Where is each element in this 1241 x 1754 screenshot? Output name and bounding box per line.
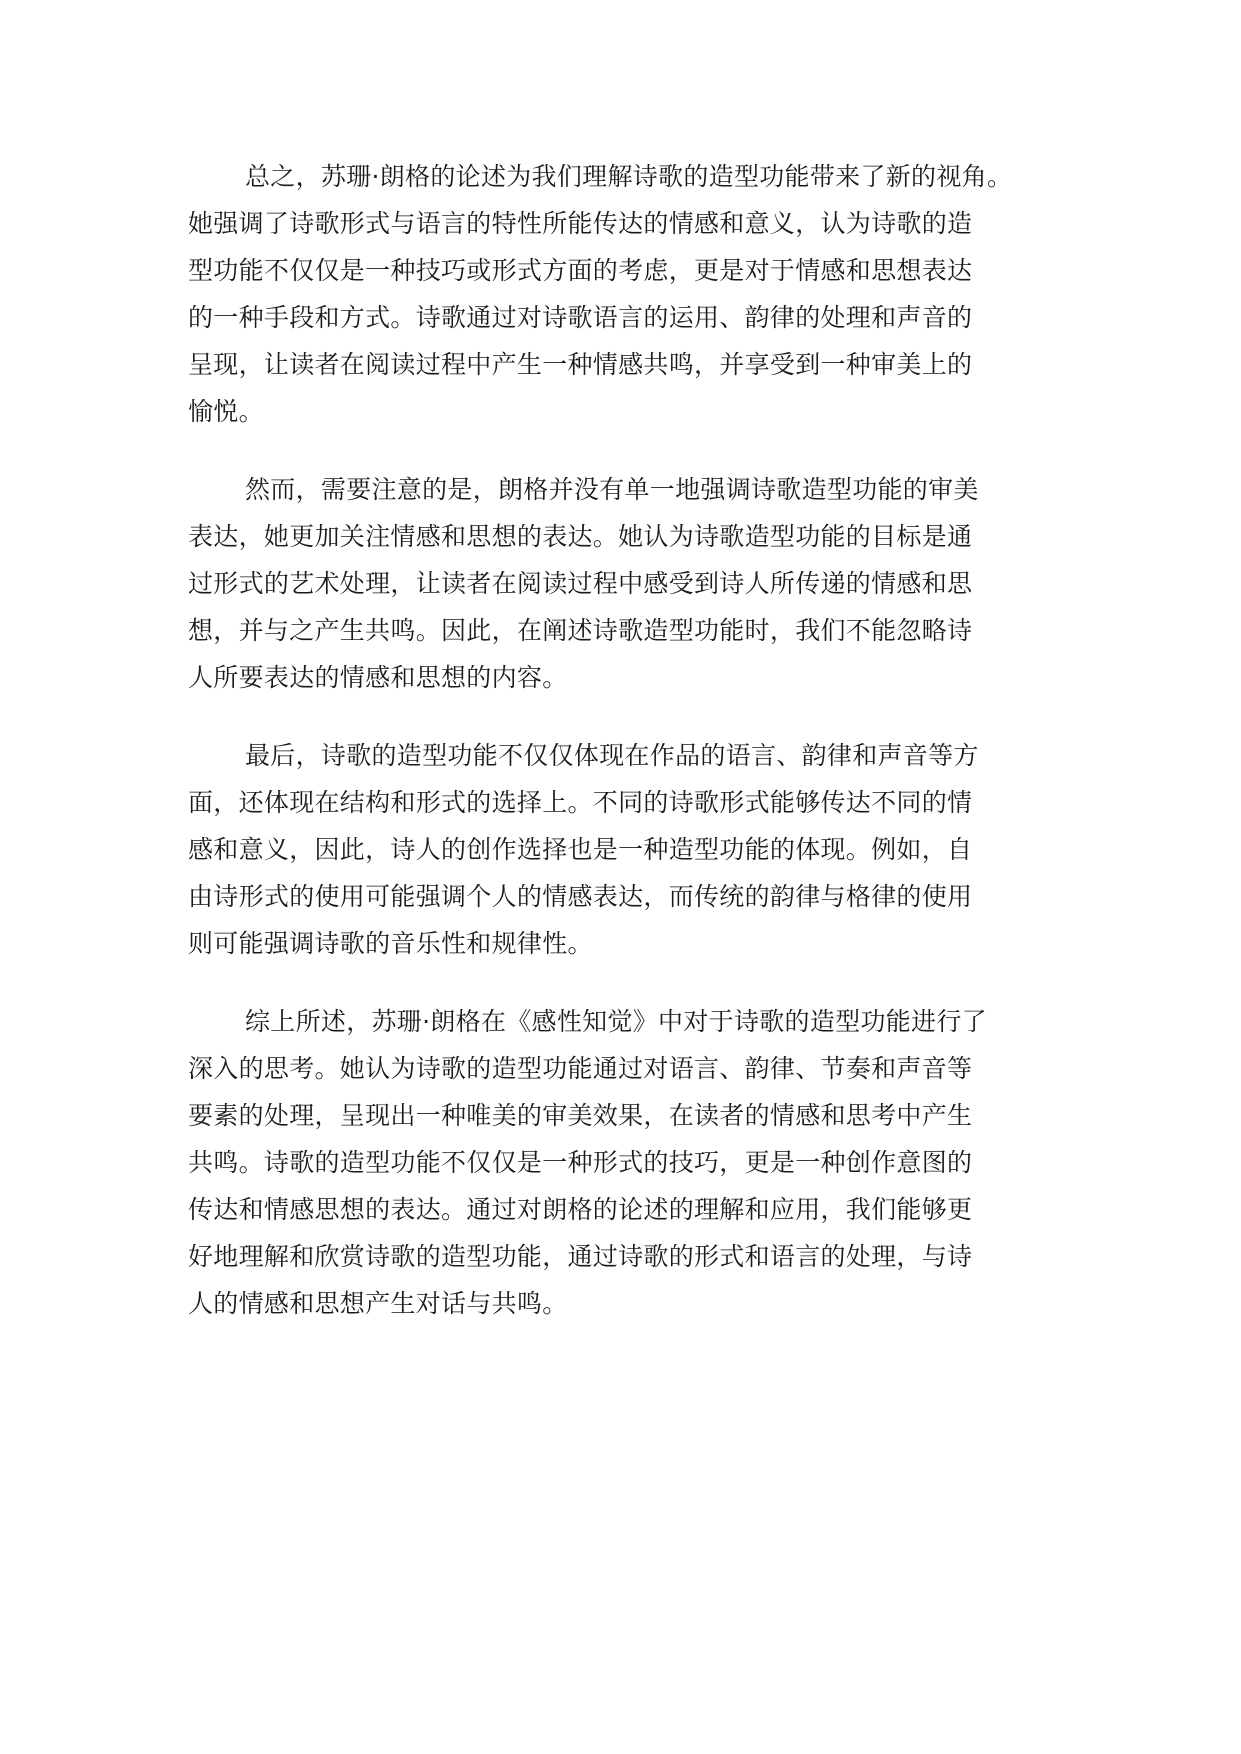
paragraph-3	[188, 732, 1048, 967]
text-line: 好地理解和欣赏诗歌的造型功能，通过诗歌的形式和语言的处理，与诗	[188, 1242, 973, 1271]
text-line: 深入的思考。她认为诗歌的造型功能通过对语言、韵律、节奏和声音等	[188, 1054, 973, 1083]
paragraph-2	[188, 466, 1048, 701]
text-line: 型功能不仅仅是一种技巧或形式方面的考虑，更是对于情感和思想表达	[188, 256, 973, 285]
text-line: 感和意义，因此，诗人的创作选择也是一种造型功能的体现。例如，自	[188, 835, 973, 864]
text-line: 综上所述，苏珊·朗格在《感性知觉》中对于诗歌的造型功能进行了	[245, 1007, 987, 1036]
paragraph-4	[188, 998, 1048, 1327]
text-line: 共鸣。诗歌的造型功能不仅仅是一种形式的技巧，更是一种创作意图的	[188, 1148, 973, 1177]
text-line: 想，并与之产生共鸣。因此，在阐述诗歌造型功能时，我们不能忽略诗	[188, 616, 973, 645]
text-line: 最后，诗歌的造型功能不仅仅体现在作品的语言、韵律和声音等方	[245, 741, 979, 770]
text-line: 愉悦。	[188, 397, 264, 426]
text-line: 呈现，让读者在阅读过程中产生一种情感共鸣，并享受到一种审美上的	[188, 350, 973, 379]
text-line: 总之，苏珊·朗格的论述为我们理解诗歌的造型功能带来了新的视角。	[245, 162, 1013, 191]
text-line: 要素的处理，呈现出一种唯美的审美效果，在读者的情感和思考中产生	[188, 1101, 973, 1130]
text-line: 面，还体现在结构和形式的选择上。不同的诗歌形式能够传达不同的情	[188, 788, 973, 817]
text-line: 她强调了诗歌形式与语言的特性所能传达的情感和意义，认为诗歌的造	[188, 209, 973, 238]
document-body	[188, 153, 1048, 1358]
text-line: 由诗形式的使用可能强调个人的情感表达，而传统的韵律与格律的使用	[188, 882, 973, 911]
text-line: 表达，她更加关注情感和思想的表达。她认为诗歌造型功能的目标是通	[188, 522, 973, 551]
text-line: 过形式的艺术处理，让读者在阅读过程中感受到诗人所传递的情感和思	[188, 569, 973, 598]
text-line: 人的情感和思想产生对话与共鸣。	[188, 1289, 568, 1318]
paragraph-1	[188, 153, 1048, 435]
text-line: 然而，需要注意的是，朗格并没有单一地强调诗歌造型功能的审美	[245, 475, 979, 504]
text-line: 则可能强调诗歌的音乐性和规律性。	[188, 929, 593, 958]
text-line: 的一种手段和方式。诗歌通过对诗歌语言的运用、韵律的处理和声音的	[188, 303, 973, 332]
text-line: 传达和情感思想的表达。通过对朗格的论述的理解和应用，我们能够更	[188, 1195, 973, 1224]
text-line: 人所要表达的情感和思想的内容。	[188, 663, 568, 692]
